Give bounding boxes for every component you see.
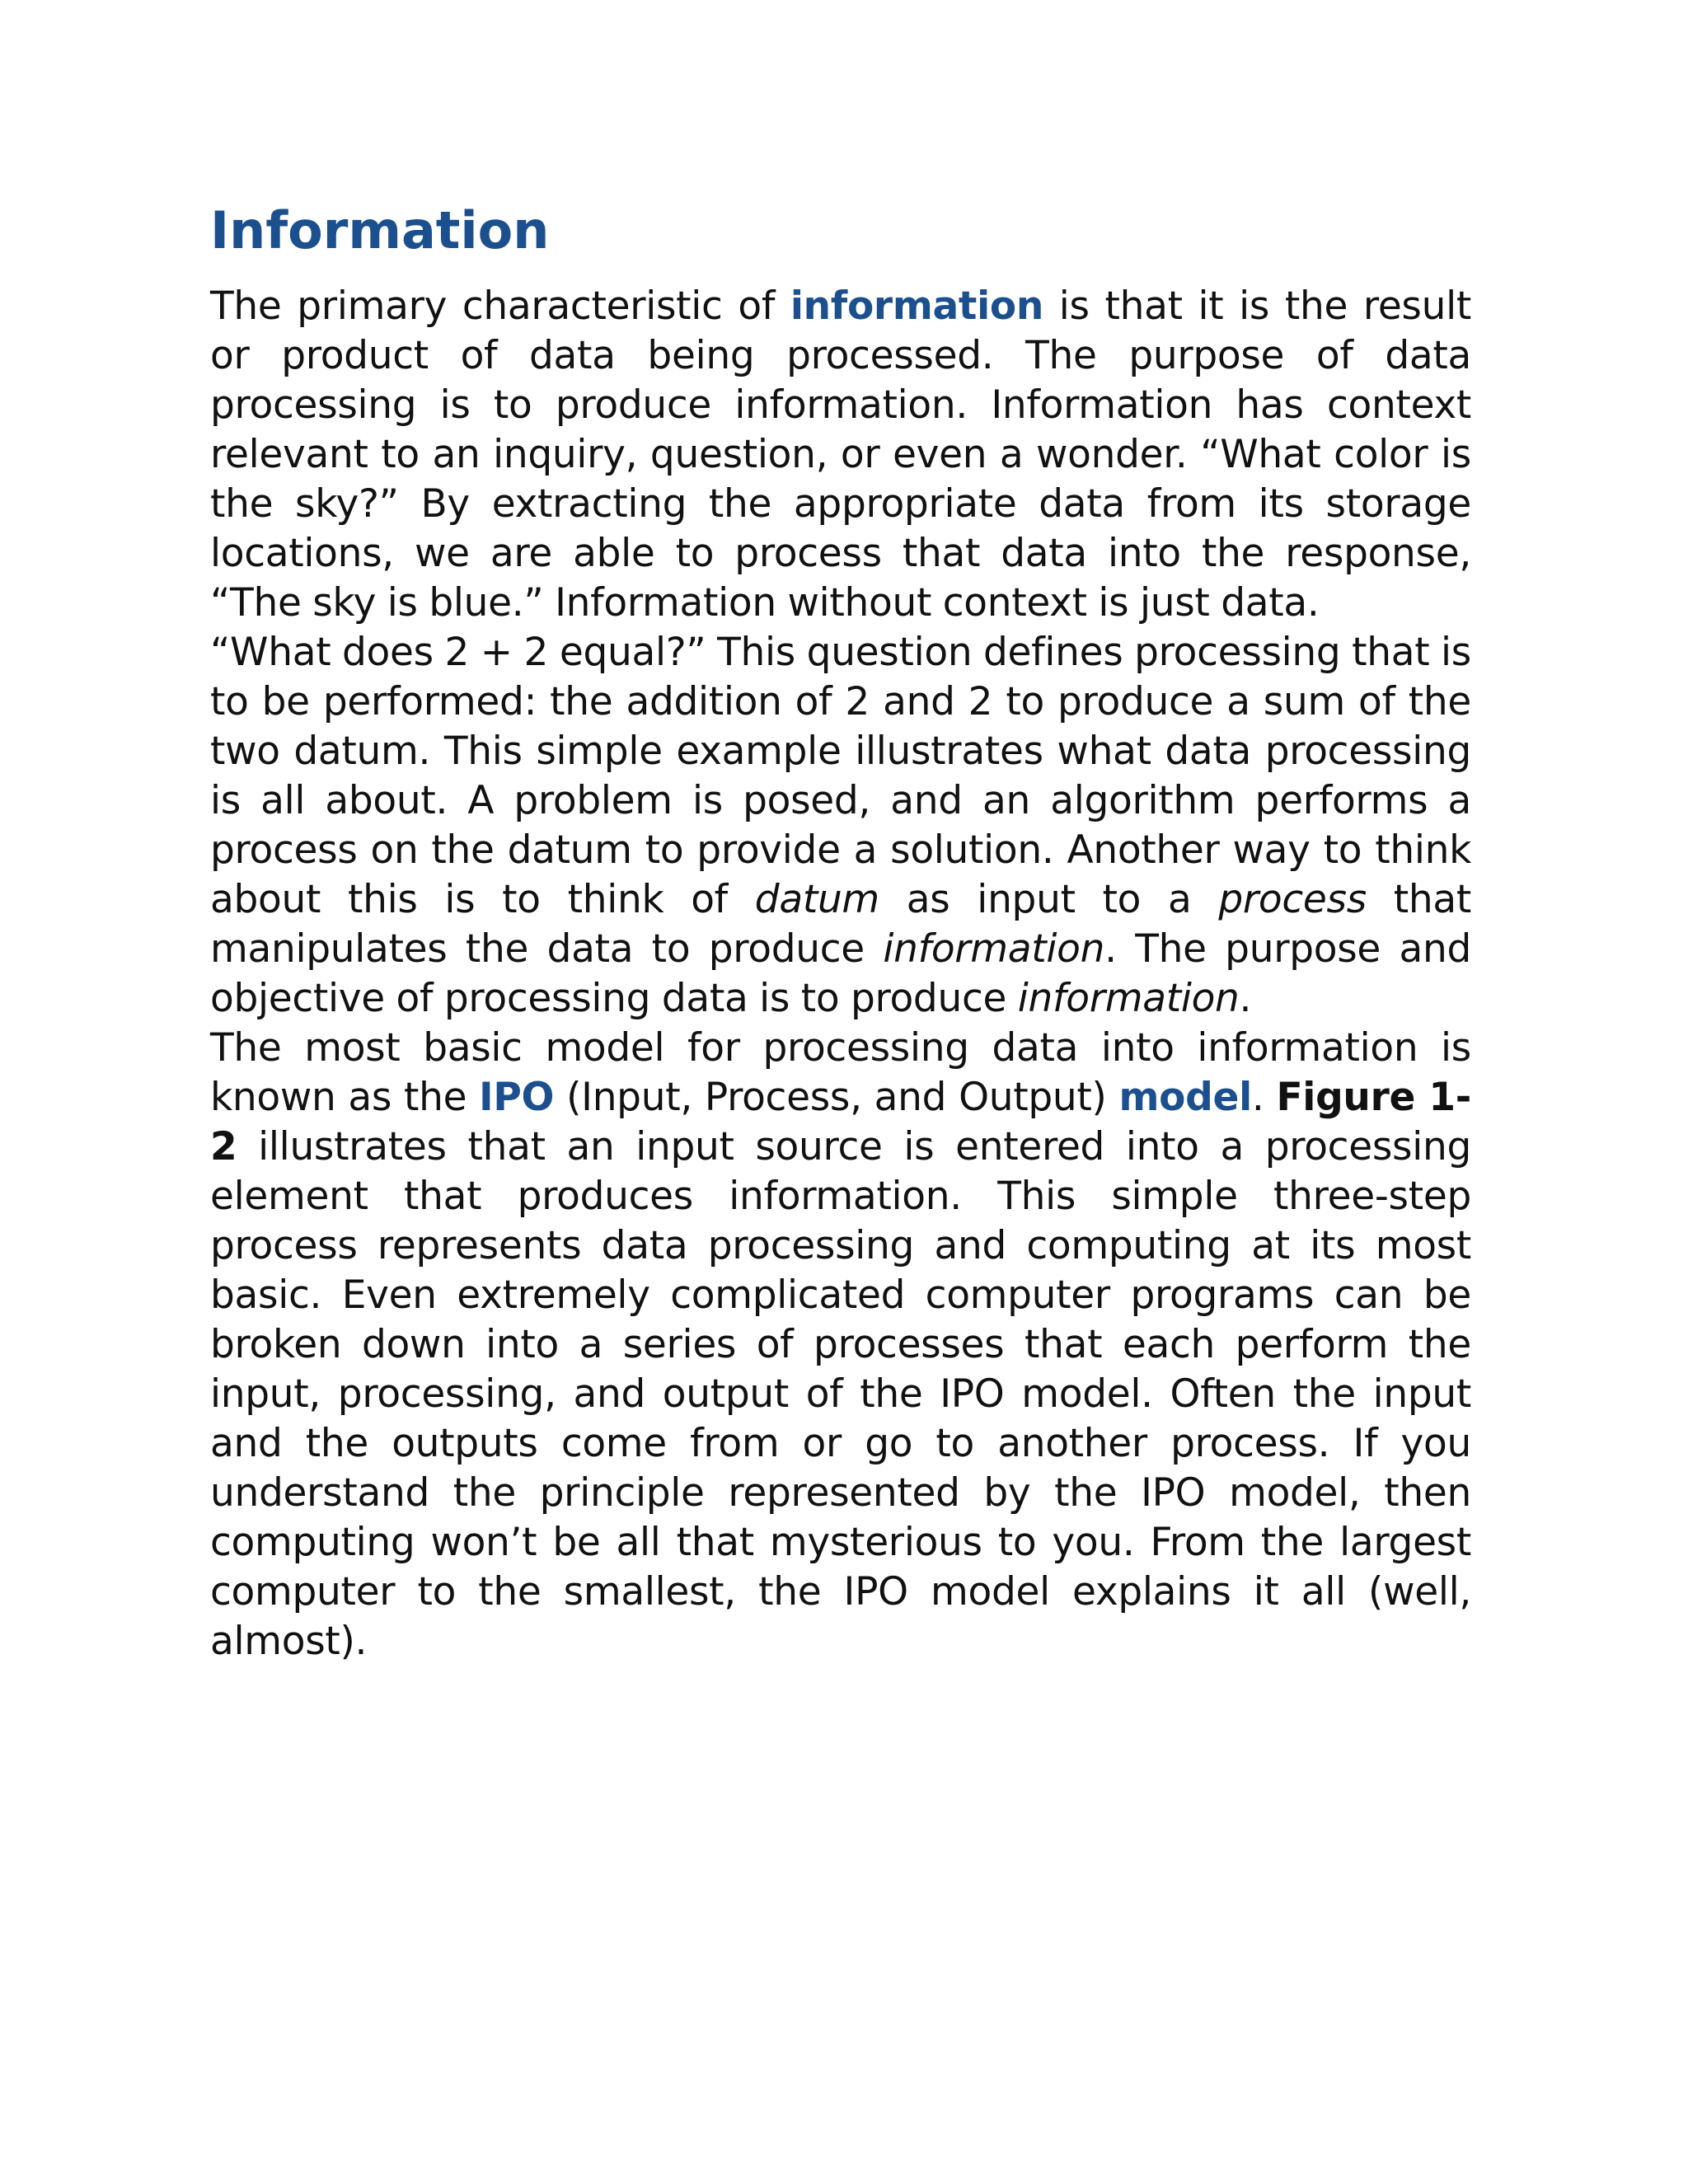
section-heading: Information bbox=[210, 200, 550, 260]
keyword-model: model bbox=[1118, 1075, 1252, 1120]
emphasis-information: information bbox=[1017, 976, 1240, 1021]
text: “What does 2 + 2 equal?” This question defines processing that is to be performed: the addition of 2 and 2 to produce a sum of the two datum. This simple example illustrates what data processing is all about. A problem is posed, and an algorithm performs a process on the datum to provide a solution. Another way to think about this is to think of bbox=[210, 630, 1471, 922]
keyword-information: information bbox=[790, 284, 1044, 329]
emphasis-process: process bbox=[1218, 877, 1367, 922]
keyword-ipo: IPO bbox=[479, 1075, 555, 1120]
paragraph-processing-example bbox=[210, 628, 1471, 1024]
text: . bbox=[1251, 1075, 1277, 1120]
text: (Input, Process, and Output) bbox=[554, 1075, 1119, 1120]
text: illustrates that an input source is entered into a processing element that produces information. This simple three-step process represents data processing and computing at its most basic. Even extremely complicated computer programs can be broken down into a series of processes that each perform the input, processing, and output of the IPO model. Often the input and the outputs come from or go to another process. If you understand the principle represented by the IPO model, then computing won’t be all that mysterious to you. From the largest computer to the smallest, the IPO model explains it all (well, almost). bbox=[210, 1124, 1471, 1664]
emphasis-information: information bbox=[883, 926, 1105, 972]
figure-reference: Figure 1-2 bbox=[210, 1075, 1471, 1169]
text: The primary characteristic of bbox=[210, 284, 790, 329]
text: The most basic model for processing data into information is known as the bbox=[210, 1025, 1471, 1120]
paragraph-ipo-model bbox=[210, 1024, 1471, 1666]
emphasis-datum: datum bbox=[754, 877, 879, 922]
text: . bbox=[1239, 976, 1252, 1021]
document-page bbox=[210, 198, 1471, 1666]
text: as input to a bbox=[879, 877, 1219, 922]
text: . The purpose and objective of processing data is to produce bbox=[210, 926, 1471, 1021]
text: is that it is the result or product of data being processed. The purpose of data processing is to produce information. Information has context relevant to an inquiry, question, or even a wonder. “What color is the sky?” By extracting the appropriate data from its storage locations, we are able to process that data into the response, “The sky is blue.” Information without context is just data. bbox=[210, 284, 1471, 626]
text: that manipulates the data to produce bbox=[210, 877, 1471, 972]
paragraph-information-definition bbox=[210, 282, 1471, 628]
